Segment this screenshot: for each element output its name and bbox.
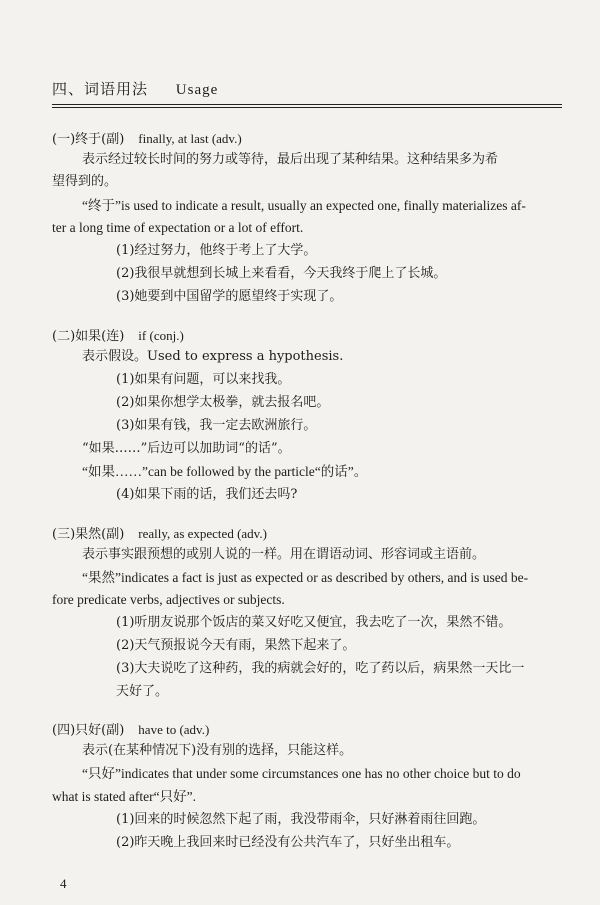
usage-heading-1: (一)终于(副) finally, at last (adv.) bbox=[52, 131, 242, 147]
usage-heading-4: (四)只好(副) have to (adv.) bbox=[52, 722, 210, 738]
header-rule bbox=[52, 104, 562, 105]
usage-line: “终于”is used to indicate a result, usually an expected one, finally materializes af- bbox=[82, 198, 526, 213]
example-sentence: (2)如果你想学太极拳，就去报名吧。 bbox=[116, 395, 330, 410]
header-rule-second bbox=[52, 107, 562, 108]
example-sentence: (1)回来的时候忽然下起了雨，我没带雨伞，只好淋着雨往回跑。 bbox=[116, 812, 486, 827]
usage-line: “如果……”can be followed by the particle“的话”。 bbox=[82, 464, 368, 479]
usage-heading-3: (三)果然(副) really, as expected (adv.) bbox=[52, 526, 267, 542]
usage-line: 望得到的。 bbox=[52, 174, 118, 189]
usage-line: ter a long time of expectation or a lot of effort. bbox=[52, 220, 304, 235]
usage-line: 表示(在某种情况下)没有别的选择，只能这样。 bbox=[82, 743, 353, 758]
usage-line: 表示经过较长时间的努力或等待，最后出现了某种结果。这种结果多为希 bbox=[82, 152, 499, 167]
example-sentence: (1)经过努力，他终于考上了大学。 bbox=[116, 243, 317, 258]
usage-line: 表示假设。Used to express a hypothesis. bbox=[82, 349, 344, 364]
example-sentence: 天好了。 bbox=[116, 684, 169, 699]
example-sentence: (3)大夫说吃了这种药，我的病就会好的，吃了药以后，病果然一天比一 bbox=[116, 661, 525, 676]
example-sentence: (3)她要到中国留学的愿望终于实现了。 bbox=[116, 289, 343, 304]
page-number: 4 bbox=[60, 876, 67, 891]
usage-line: “只好”indicates that under some circumstances one has no other choice but to do bbox=[82, 766, 521, 781]
header-subtitle: Usage bbox=[175, 82, 219, 98]
header-title: 四、词语用法 bbox=[52, 80, 149, 98]
example-sentence: (2)昨天晚上我回来时已经没有公共汽车了，只好坐出租车。 bbox=[116, 835, 460, 850]
example-sentence: (1)听朋友说那个饭店的菜又好吃又便宜，我去吃了一次，果然不错。 bbox=[116, 615, 512, 630]
section-header bbox=[52, 78, 218, 99]
example-sentence: (3)如果有钱，我一定去欧洲旅行。 bbox=[116, 418, 317, 433]
usage-line: “果然”indicates a fact is just as expected or as described by others, and is used be- bbox=[82, 570, 529, 585]
usage-heading-2: (二)如果(连) if (conj.) bbox=[52, 328, 184, 344]
usage-line: what is stated after“只好”. bbox=[52, 789, 196, 804]
example-sentence: (2)我很早就想到长城上来看看，今天我终于爬上了长城。 bbox=[116, 266, 447, 281]
usage-line: fore predicate verbs, adjectives or subjects. bbox=[52, 592, 285, 607]
usage-line: 表示事实跟预想的或别人说的一样。用在谓语动词、形容词或主语前。 bbox=[82, 547, 486, 562]
example-sentence: (4)如果下雨的话，我们还去吗? bbox=[116, 487, 298, 502]
usage-line: “如果……”后边可以加助词“的话”。 bbox=[82, 441, 291, 456]
example-sentence: (1)如果有问题，可以来找我。 bbox=[116, 372, 291, 387]
example-sentence: (2)天气预报说今天有雨，果然下起来了。 bbox=[116, 638, 356, 653]
